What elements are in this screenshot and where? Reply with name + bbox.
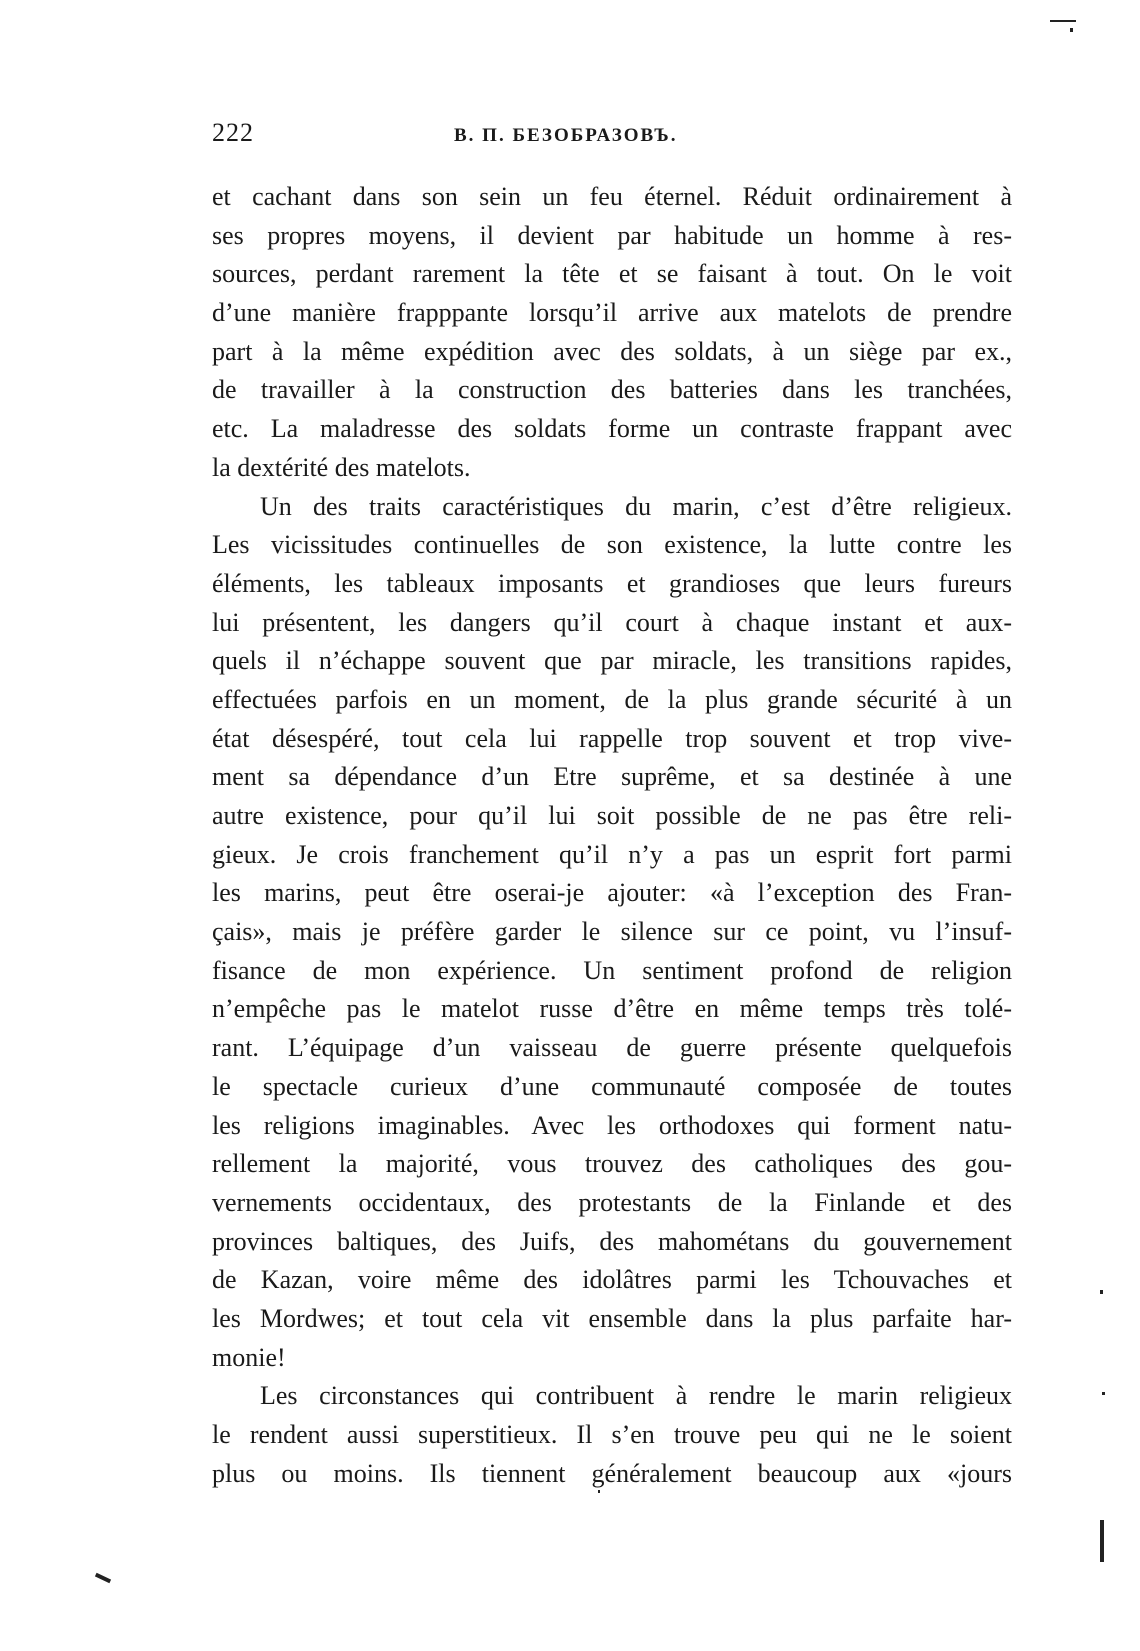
scan-speck: [95, 1573, 111, 1583]
text-line: provinces baltiques, des Juifs, des mahométans du gouvernement: [212, 1226, 1012, 1256]
scan-speck: [1070, 28, 1073, 32]
text-line: et cachant dans son sein un feu éternel. Réduit ordinairement à: [212, 182, 1012, 211]
text-line: rellement la majorité, vous trouvez des catholiques des gou-: [212, 1149, 1012, 1179]
text-line: d’une manière frapppante lorsqu’il arrive aux matelots de prendre: [212, 298, 1012, 328]
text-line: les religions imaginables. Avec les orthodoxes qui forment natu-: [212, 1110, 1012, 1140]
text-line: part à la même expédition avec des soldats, à un siège par ex.,: [212, 336, 1012, 366]
scan-speck: [1100, 1520, 1104, 1562]
scan-speck: [1102, 1392, 1105, 1395]
running-head: В. П. БЕЗОБРАЗОВЪ.: [454, 125, 678, 146]
page-header: [212, 118, 1012, 158]
text-line: sources, perdant rarement la tête et se faisant à tout. On le voit: [212, 259, 1012, 289]
text-line: ses propres moyens, il devient par habitude un homme à res-: [212, 220, 1012, 250]
paragraph-end-line: monie!: [212, 1342, 286, 1372]
text-line: le rendent aussi superstitieux. Il s’en trouve peu qui ne le soient: [212, 1420, 1012, 1449]
text-line: quels il n’échappe souvent que par miracle, les transitions rapides,: [212, 646, 1012, 676]
text-line: vernements occidentaux, des protestants de la Finlande et des: [212, 1187, 1012, 1217]
text-line: ment sa dépendance d’un Etre suprême, et sa destinée à une: [212, 762, 1012, 792]
text-line: effectuées parfois en un moment, de la plus grande sécurité à un: [212, 684, 1012, 714]
text-line: de travailler à la construction des batteries dans les tranchées,: [212, 375, 1012, 405]
body-text: [212, 178, 1012, 1493]
text-line: de Kazan, voire même des idolâtres parmi les Tchouvaches et: [212, 1265, 1012, 1295]
page-number: 222: [212, 118, 254, 147]
paragraph-start-line: Les circonstances qui contribuent à rendre le marin religieux: [260, 1381, 1012, 1411]
text-line: gieux. Je crois franchement qu’il n’y a pas un esprit fort parmi: [212, 839, 1012, 869]
text-line: Les vicissitudes continuelles de son existence, la lutte contre les: [212, 530, 1012, 560]
text-line: çais», mais je préfère garder le silence sur ce point, vu l’insuf-: [212, 917, 1012, 947]
text-line: plus ou moins. Ils tiennent généralement beaucoup aux «jours: [212, 1458, 1012, 1488]
text-line: rant. L’équipage d’un vaisseau de guerre présente quelquefois: [212, 1033, 1012, 1063]
text-line: éléments, les tableaux imposants et grandioses que leurs fureurs: [212, 568, 1012, 598]
scan-speck: [598, 1490, 600, 1493]
text-line: autre existence, pour qu’il lui soit possible de ne pas être reli-: [212, 801, 1012, 830]
text-line: état désespéré, tout cela lui rappelle trop souvent et trop vive-: [212, 723, 1012, 753]
scan-speck: [1050, 20, 1076, 22]
paragraph-end-line: la dextérité des matelots.: [212, 452, 471, 482]
text-line: le spectacle curieux d’une communauté composée de toutes: [212, 1071, 1012, 1101]
text-line: fisance de mon expérience. Un sentiment profond de religion: [212, 955, 1012, 985]
text-line: lui présentent, les dangers qu’il court à chaque instant et aux-: [212, 607, 1012, 637]
scan-speck: [1100, 1290, 1103, 1294]
text-line: les marins, peut être oserai-je ajouter: «à l’exception des Fran-: [212, 878, 1012, 908]
text-line: n’empêche pas le matelot russe d’être en même temps très tolé-: [212, 994, 1012, 1024]
paragraph-start-line: Un des traits caractéristiques du marin, c’est d’être religieux.: [260, 491, 1012, 521]
text-line: les Mordwes; et tout cela vit ensemble dans la plus parfaite har-: [212, 1303, 1012, 1333]
text-line: etc. La maladresse des soldats forme un contraste frappant avec: [212, 414, 1012, 444]
